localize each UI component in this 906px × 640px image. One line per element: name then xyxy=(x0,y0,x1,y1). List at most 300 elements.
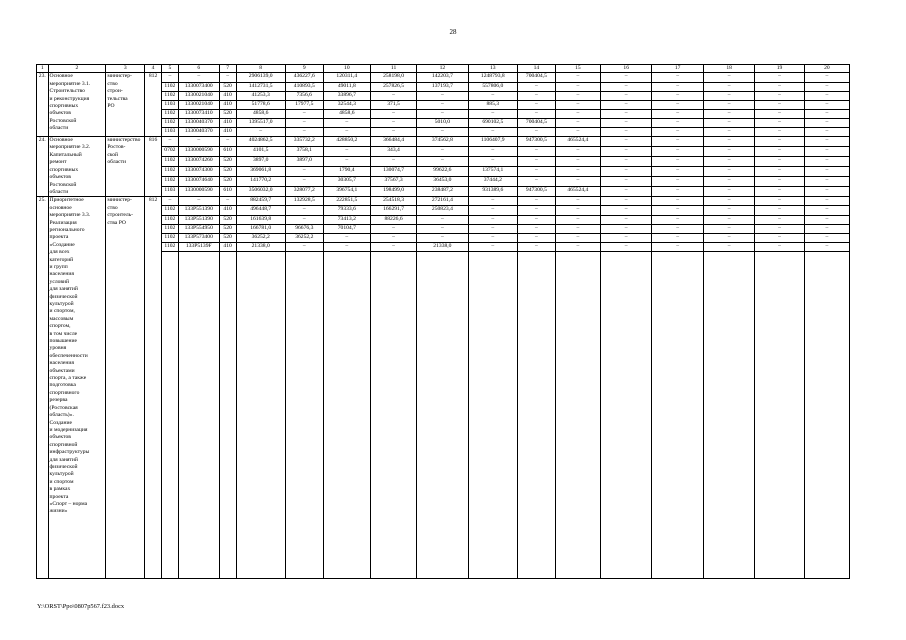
table-row xyxy=(37,137,850,147)
column-number: 17 xyxy=(652,65,703,73)
cell: – xyxy=(323,157,370,167)
cell: – xyxy=(555,215,600,224)
cell: – xyxy=(285,127,323,136)
cell: – xyxy=(703,118,754,127)
cell: – xyxy=(600,91,651,100)
cell: 465524,4 xyxy=(555,137,600,147)
cell: – xyxy=(600,167,651,177)
cell: 3897,0 xyxy=(236,157,285,167)
cell: – xyxy=(370,118,416,127)
cell: – xyxy=(323,242,370,251)
cell: 30305,7 xyxy=(323,177,370,187)
cell: – xyxy=(555,100,600,109)
cell: – xyxy=(555,157,600,167)
cell: – xyxy=(370,157,416,167)
cell: – xyxy=(517,82,555,91)
cell: – xyxy=(804,109,849,118)
cell: – xyxy=(370,224,416,233)
cell: – xyxy=(178,137,219,147)
cell: 436227,6 xyxy=(285,73,323,82)
cell: 137574,1 xyxy=(468,167,517,177)
cell: – xyxy=(600,187,651,197)
cell: – xyxy=(755,224,804,233)
empty-cell xyxy=(468,251,517,578)
cell: 7356,6 xyxy=(285,91,323,100)
cell: 931389,6 xyxy=(468,187,517,197)
cell: – xyxy=(468,206,517,215)
cell: – xyxy=(755,242,804,251)
cell: – xyxy=(285,118,323,127)
cell: 328077,2 xyxy=(285,187,323,197)
column-number: 14 xyxy=(517,65,555,73)
cell: – xyxy=(161,73,178,82)
cell: – xyxy=(161,137,178,147)
column-number: 20 xyxy=(804,65,849,73)
cell: – xyxy=(468,224,517,233)
cell: – xyxy=(517,224,555,233)
cell: 2906139,0 xyxy=(236,73,285,82)
cell: 1102 xyxy=(161,233,178,242)
cell: – xyxy=(555,177,600,187)
cell: 51778,6 xyxy=(236,100,285,109)
cell: – xyxy=(703,147,754,157)
executor: министерство Ростов- ской области xyxy=(106,137,145,197)
cell: – xyxy=(555,73,600,82)
cell: – xyxy=(370,109,416,118)
cell: – xyxy=(804,242,849,251)
column-number: 18 xyxy=(703,65,754,73)
cell: 166291,7 xyxy=(370,206,416,215)
cell: – xyxy=(517,242,555,251)
cell: – xyxy=(755,167,804,177)
cell: – xyxy=(600,224,651,233)
row-number: 24. xyxy=(37,137,49,197)
cell: 1790,4 xyxy=(323,167,370,177)
cell: 1103 xyxy=(161,100,178,109)
cell: – xyxy=(652,167,703,177)
cell: – xyxy=(517,157,555,167)
table-row xyxy=(37,73,850,82)
cell: – xyxy=(703,91,754,100)
cell: – xyxy=(517,147,555,157)
cell: 0702 xyxy=(161,147,178,157)
cell: – xyxy=(755,157,804,167)
cell: – xyxy=(600,197,651,206)
cell: – xyxy=(178,73,219,82)
cell: – xyxy=(468,233,517,242)
empty-cell xyxy=(417,251,468,578)
cell: 1102 xyxy=(161,177,178,187)
cell: – xyxy=(652,157,703,167)
cell: – xyxy=(555,127,600,136)
cell: – xyxy=(323,147,370,157)
cell: 520 xyxy=(219,224,236,233)
cell: – xyxy=(600,206,651,215)
cell: 885,3 xyxy=(468,100,517,109)
cell: – xyxy=(804,91,849,100)
cell: – xyxy=(652,197,703,206)
column-number: 9 xyxy=(285,65,323,73)
cell: – xyxy=(703,224,754,233)
cell: – xyxy=(555,197,600,206)
cell: – xyxy=(804,167,849,177)
cell: 369061,8 xyxy=(236,167,285,177)
column-number: 2 xyxy=(48,65,106,73)
cell: 1330073400 xyxy=(178,82,219,91)
cell: 49011,8 xyxy=(323,82,370,91)
cell: 133P573400 xyxy=(178,233,219,242)
cell: – xyxy=(804,177,849,187)
cell: – xyxy=(417,233,468,242)
cell: 99622,6 xyxy=(417,167,468,177)
cell: 428850,2 xyxy=(323,137,370,147)
cell: 32544,3 xyxy=(323,100,370,109)
cell: – xyxy=(755,187,804,197)
cell: 1102 xyxy=(161,215,178,224)
cell: – xyxy=(417,215,468,224)
column-number: 12 xyxy=(417,65,468,73)
cell: – xyxy=(652,100,703,109)
cell: – xyxy=(517,100,555,109)
row-number: 23. xyxy=(37,73,49,137)
cell: 1330073410 xyxy=(178,109,219,118)
cell: – xyxy=(755,100,804,109)
cell: – xyxy=(178,197,219,206)
cell: 1248793,8 xyxy=(468,73,517,82)
cell: – xyxy=(804,224,849,233)
cell: 1330021040 xyxy=(178,100,219,109)
empty-cell xyxy=(178,251,219,578)
cell: – xyxy=(517,91,555,100)
empty-cell xyxy=(517,251,555,578)
cell: – xyxy=(555,147,600,157)
cell: 141770,2 xyxy=(236,177,285,187)
cell: 496448,7 xyxy=(236,206,285,215)
activity-name: Основное мероприятие 3.2. Капитальный ремонт спортивных объектов Ростовской области xyxy=(48,137,106,197)
cell: – xyxy=(417,100,468,109)
cell: – xyxy=(804,127,849,136)
cell: – xyxy=(652,118,703,127)
column-number: 11 xyxy=(370,65,416,73)
cell: – xyxy=(285,242,323,251)
cell: 1330074300 xyxy=(178,167,219,177)
cell: – xyxy=(417,127,468,136)
cell: – xyxy=(703,177,754,187)
cell: – xyxy=(703,206,754,215)
cell: – xyxy=(703,109,754,118)
file-path-footer: Y:\ORST\Ppo\0807p567.f23.docx xyxy=(37,603,125,610)
cell: – xyxy=(517,167,555,177)
cell: – xyxy=(370,242,416,251)
cell: 133P551390 xyxy=(178,215,219,224)
cell: 4858,6 xyxy=(323,109,370,118)
cell: – xyxy=(703,233,754,242)
cell: – xyxy=(703,197,754,206)
cell: – xyxy=(468,127,517,136)
header-row xyxy=(37,65,850,73)
row-number: 25. xyxy=(37,197,49,579)
empty-cell xyxy=(370,251,416,578)
cell: 1330000590 xyxy=(178,147,219,157)
cell: 36453,0 xyxy=(417,177,468,187)
cell: – xyxy=(600,242,651,251)
cell: 3897,0 xyxy=(285,157,323,167)
empty-cell xyxy=(804,251,849,578)
cell: 5010,0 xyxy=(417,118,468,127)
cell: – xyxy=(652,109,703,118)
cell: – xyxy=(703,215,754,224)
cell: 1395517,0 xyxy=(236,118,285,127)
cell: – xyxy=(417,224,468,233)
cell: 410 xyxy=(219,100,236,109)
cell: 1330040370 xyxy=(178,127,219,136)
cell: 36252,2 xyxy=(285,233,323,242)
cell: 258198,0 xyxy=(370,73,416,82)
cell: 1330074640 xyxy=(178,177,219,187)
cell: 396754,1 xyxy=(323,187,370,197)
cell: – xyxy=(555,206,600,215)
cell: 254518,3 xyxy=(370,197,416,206)
cell: – xyxy=(285,177,323,187)
cell: 374562,8 xyxy=(417,137,468,147)
column-number: 8 xyxy=(236,65,285,73)
cell: 1102 xyxy=(161,91,178,100)
cell: – xyxy=(600,73,651,82)
cell: – xyxy=(652,91,703,100)
empty-cell xyxy=(652,251,703,578)
cell: – xyxy=(804,233,849,242)
cell: 198499,0 xyxy=(370,187,416,197)
cell: – xyxy=(703,73,754,82)
cell: 520 xyxy=(219,177,236,187)
cell: 366484,4 xyxy=(370,137,416,147)
cell: – xyxy=(804,82,849,91)
cell: 410 xyxy=(219,242,236,251)
empty-cell xyxy=(703,251,754,578)
cell: – xyxy=(600,109,651,118)
cell: – xyxy=(468,91,517,100)
cell: 410 xyxy=(219,206,236,215)
cell: 133P554950 xyxy=(178,224,219,233)
cell: – xyxy=(600,177,651,187)
cell: – xyxy=(555,167,600,177)
cell: 557806,0 xyxy=(468,82,517,91)
cell: – xyxy=(468,157,517,167)
cell: – xyxy=(652,127,703,136)
cell: 335732,2 xyxy=(285,137,323,147)
cell: – xyxy=(555,224,600,233)
cell: 4858,6 xyxy=(236,109,285,118)
cell: – xyxy=(703,187,754,197)
cell: – xyxy=(323,118,370,127)
cell: – xyxy=(804,206,849,215)
cell: – xyxy=(804,215,849,224)
cell: 70104,7 xyxy=(323,224,370,233)
cell: – xyxy=(370,127,416,136)
cell: – xyxy=(219,73,236,82)
cell: – xyxy=(323,127,370,136)
cell: 3758,1 xyxy=(285,147,323,157)
activity-name: Приоритетное основное мероприятие 3.3. Реализация регионального проекта «Создание для всех категорий и групп населения условий для занятий физической культурой и спортом, массовым спортом, в том числе повышение уровня обеспеченности населения объектами спорта, а также подготовка спортивного резерва (Ростовская область)». Создание и модернизация объектов спортивной инфраструктуры для занятий физической культурой и спортом в рамках проекта «Спорт – норма жизни» xyxy=(48,197,106,579)
cell: 4101,5 xyxy=(236,147,285,157)
cell: 4024862,5 xyxy=(236,137,285,147)
cell: – xyxy=(703,242,754,251)
cell: – xyxy=(468,242,517,251)
cell: – xyxy=(755,215,804,224)
cell: – xyxy=(755,127,804,136)
cell: – xyxy=(755,137,804,147)
cell: – xyxy=(236,127,285,136)
cell: – xyxy=(703,127,754,136)
grbs-code: 812 xyxy=(145,197,162,579)
cell: 520 xyxy=(219,82,236,91)
cell: – xyxy=(517,177,555,187)
cell: – xyxy=(755,197,804,206)
cell: – xyxy=(370,91,416,100)
cell: 238487,2 xyxy=(417,187,468,197)
column-number: 6 xyxy=(178,65,219,73)
page-number: 28 xyxy=(449,28,457,36)
cell: 161639,8 xyxy=(236,215,285,224)
cell: 79333,6 xyxy=(323,206,370,215)
cell: 132928,5 xyxy=(285,197,323,206)
cell: – xyxy=(517,206,555,215)
cell: – xyxy=(600,100,651,109)
cell: 166781,0 xyxy=(236,224,285,233)
cell: – xyxy=(517,233,555,242)
cell: – xyxy=(652,187,703,197)
cell: – xyxy=(600,157,651,167)
grbs-code: 812 xyxy=(145,73,162,137)
empty-cell xyxy=(755,251,804,578)
cell: 73413,2 xyxy=(323,215,370,224)
cell: 882459,7 xyxy=(236,197,285,206)
cell: – xyxy=(804,118,849,127)
cell: – xyxy=(652,215,703,224)
cell: 410 xyxy=(219,118,236,127)
cell: 465524,4 xyxy=(555,187,600,197)
cell: – xyxy=(755,233,804,242)
cell: – xyxy=(468,147,517,157)
cell: – xyxy=(517,127,555,136)
cell: – xyxy=(285,167,323,177)
cell: – xyxy=(285,215,323,224)
cell: – xyxy=(600,147,651,157)
column-number: 7 xyxy=(219,65,236,73)
empty-cell xyxy=(285,251,323,578)
cell: – xyxy=(219,197,236,206)
cell: 410 xyxy=(219,127,236,136)
cell: – xyxy=(219,137,236,147)
cell: – xyxy=(468,197,517,206)
cell: – xyxy=(755,206,804,215)
cell: – xyxy=(370,233,416,242)
cell: – xyxy=(652,177,703,187)
cell: 690102,5 xyxy=(468,118,517,127)
cell: 142203,7 xyxy=(417,73,468,82)
cell: 133P5139F xyxy=(178,242,219,251)
cell: – xyxy=(755,109,804,118)
cell: 610 xyxy=(219,187,236,197)
cell: 33896,7 xyxy=(323,91,370,100)
cell: – xyxy=(755,73,804,82)
cell: – xyxy=(755,177,804,187)
cell: 520 xyxy=(219,167,236,177)
cell: 36252,2 xyxy=(236,233,285,242)
cell: 410893,5 xyxy=(285,82,323,91)
cell: – xyxy=(804,187,849,197)
cell: 520 xyxy=(219,157,236,167)
column-number: 3 xyxy=(106,65,145,73)
cell: 1102 xyxy=(161,167,178,177)
cell: – xyxy=(804,157,849,167)
cell: 343,4 xyxy=(370,147,416,157)
empty-cell xyxy=(219,251,236,578)
cell: – xyxy=(600,127,651,136)
cell: 947300,5 xyxy=(517,187,555,197)
cell: – xyxy=(417,157,468,167)
cell: – xyxy=(652,233,703,242)
cell: 222851,5 xyxy=(323,197,370,206)
cell: – xyxy=(804,197,849,206)
cell: 1330021040 xyxy=(178,91,219,100)
cell: 610 xyxy=(219,147,236,157)
column-number: 10 xyxy=(323,65,370,73)
cell: – xyxy=(600,233,651,242)
cell: – xyxy=(703,157,754,167)
cell: 520 xyxy=(219,215,236,224)
column-number: 13 xyxy=(468,65,517,73)
cell: – xyxy=(323,233,370,242)
cell: – xyxy=(555,242,600,251)
column-number: 19 xyxy=(755,65,804,73)
cell: 700404,5 xyxy=(517,73,555,82)
cell: 1102 xyxy=(161,242,178,251)
cell: 1330074260 xyxy=(178,157,219,167)
cell: – xyxy=(755,82,804,91)
cell: – xyxy=(652,206,703,215)
empty-cell xyxy=(236,251,285,578)
cell: – xyxy=(468,109,517,118)
column-number: 4 xyxy=(145,65,162,73)
column-number: 1 xyxy=(37,65,49,73)
cell: – xyxy=(517,215,555,224)
cell: 96676,3 xyxy=(285,224,323,233)
cell: – xyxy=(417,147,468,157)
cell: 1102 xyxy=(161,206,178,215)
cell: – xyxy=(755,147,804,157)
cell: – xyxy=(468,215,517,224)
empty-cell xyxy=(161,251,178,578)
cell: – xyxy=(517,197,555,206)
cell: – xyxy=(652,137,703,147)
cell: – xyxy=(285,109,323,118)
cell: – xyxy=(555,233,600,242)
cell: 272161,4 xyxy=(417,197,468,206)
cell: 37567,3 xyxy=(370,177,416,187)
cell: – xyxy=(804,137,849,147)
cell: – xyxy=(555,91,600,100)
cell: – xyxy=(652,82,703,91)
cell: – xyxy=(600,82,651,91)
cell: 700404,5 xyxy=(517,118,555,127)
cell: – xyxy=(703,167,754,177)
column-number: 15 xyxy=(555,65,600,73)
cell: – xyxy=(703,137,754,147)
cell: 21338,0 xyxy=(236,242,285,251)
column-number: 5 xyxy=(161,65,178,73)
cell: – xyxy=(600,118,651,127)
